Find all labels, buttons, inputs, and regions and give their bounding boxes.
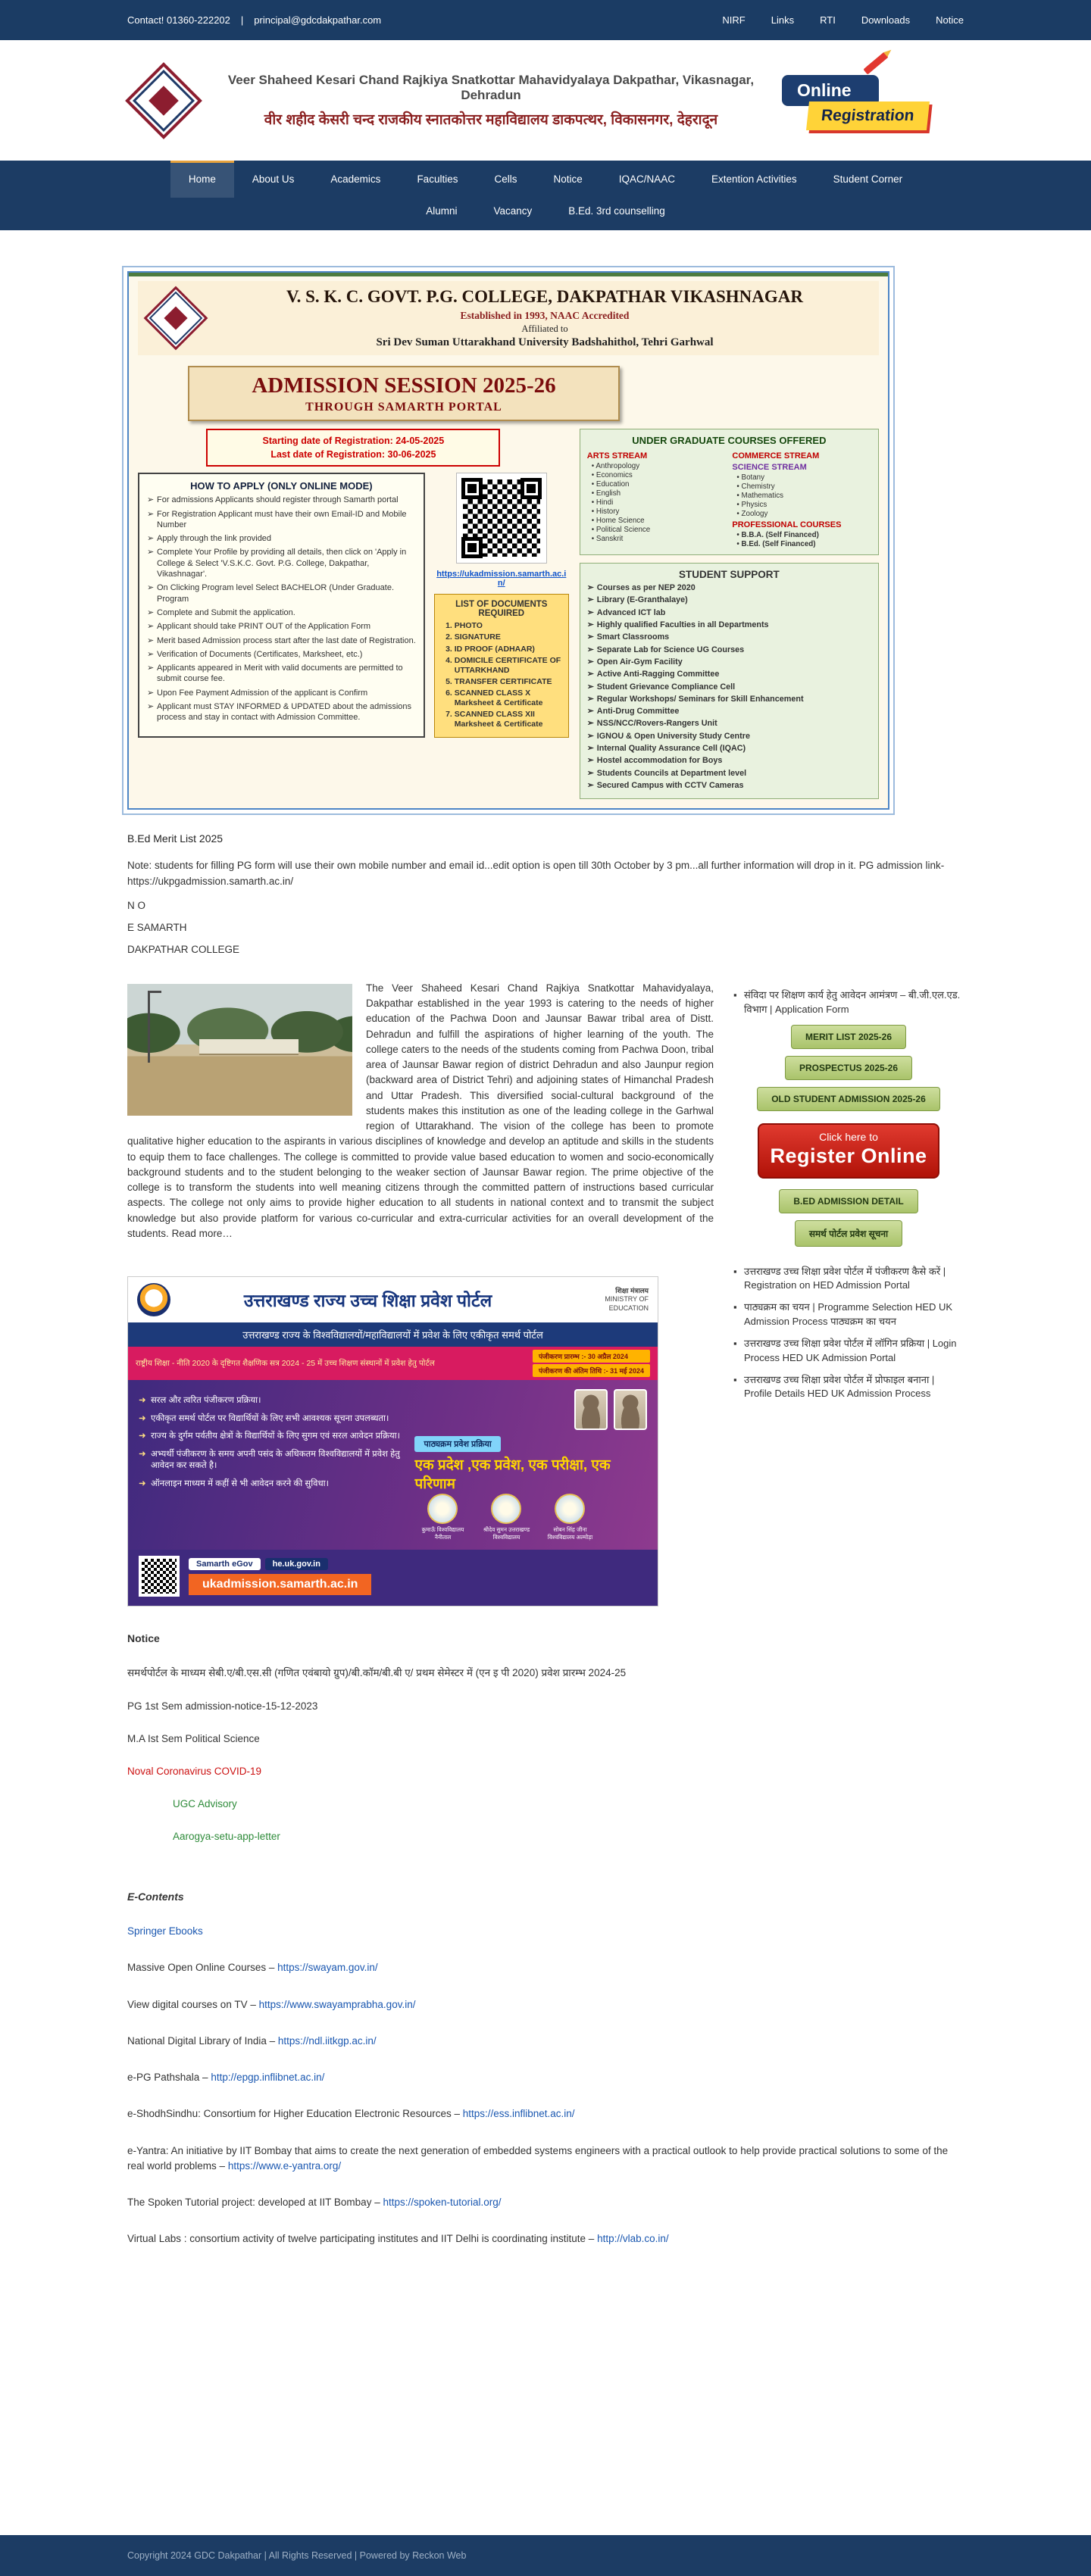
samarth-portal-banner[interactable]	[127, 1276, 658, 1606]
econtent-text: National Digital Library of India –	[127, 2034, 278, 2047]
documents-required-box	[434, 594, 569, 737]
student-support-item: ➢ Student Grievance Compliance Cell	[587, 682, 871, 693]
sidebar-buttons-group-2	[733, 1189, 964, 1247]
nav-item-iqac-naac[interactable]: IQAC/NAAC	[618, 173, 676, 185]
ug-courses-box	[580, 429, 879, 555]
science-stream-list	[732, 473, 871, 518]
how-to-apply-item: ➢ Merit based Admission process start after the last date of Registration.	[147, 635, 416, 646]
banner-body	[128, 1380, 658, 1550]
banner-points-list	[139, 1389, 405, 1541]
notice-item-pg-admission[interactable]: PG 1st Sem admission-notice-15-12-2023	[127, 1700, 318, 1713]
ug-courses-title: UNDER GRADUATE COURSES OFFERED	[632, 435, 827, 446]
sidebar-green-button[interactable]: PROSPECTUS 2025-26	[785, 1056, 912, 1080]
he-uk-gov-chip: he.uk.gov.in	[265, 1558, 328, 1570]
banner-point: ➜ अभ्यर्थी पंजीकरण के समय अपनी पसंद के अधिकतम विश्वविद्यालयों में प्रवेश हेतु आवेदन कर सकते है।	[139, 1449, 405, 1472]
student-support-title: STUDENT SUPPORT	[679, 569, 780, 580]
sidebar-application-form-link[interactable]: ▪ संविदा पर शिक्षण कार्य हेतु आवेदन आमंत्रण – बी.जी.एल.एड. विभाग | Application Form	[733, 988, 964, 1017]
banner-nep-strip	[128, 1347, 658, 1380]
registration-dates	[533, 1350, 650, 1377]
how-to-apply-item: ➢ Verification of Documents (Certificates, Marksheet, etc.)	[147, 649, 416, 660]
econtent-link[interactable]: https://spoken-tutorial.org/	[383, 2197, 502, 2209]
ministry-of-education-label: शिक्षा मंत्रालय MINISTRY OF EDUCATION	[605, 1286, 649, 1312]
qr-code	[456, 473, 547, 564]
arts-course: • Education	[592, 480, 727, 489]
how-to-apply-item: ➢ Apply through the link provided	[147, 533, 416, 544]
online-registration-badge[interactable]	[782, 70, 964, 130]
how-to-apply-item: ➢ For Registration Applicant must have their own Email-ID and Mobile Number	[147, 509, 416, 531]
banner-point: ➜ ऑनलाइन माध्यम में कहीं से भी आवेदन करने की सुविधा।	[139, 1478, 405, 1491]
register-button-big-text: Register Online	[770, 1144, 927, 1167]
nav-row-2	[0, 198, 1091, 230]
document-item: 1. PHOTO	[455, 621, 562, 631]
documents-list	[441, 621, 562, 729]
how-to-apply-item: ➢ Complete Your Profile by providing all details, then click on 'Apply in College & Select 'V.S.K.C. Govt. P.G. College, Dakpathar, Vikashnagar'.	[147, 547, 416, 579]
science-course: • Chemistry	[736, 482, 871, 491]
nav-item-vacancy[interactable]: Vacancy	[493, 205, 533, 217]
official-photo	[574, 1389, 608, 1430]
banner-header	[128, 1277, 658, 1322]
econtent-item	[127, 2195, 964, 2210]
professional-courses-title: PROFESSIONAL COURSES	[732, 520, 842, 529]
econtent-item	[127, 2034, 964, 2049]
registration-start-date: Starting date of Registration: 24-05-2025	[262, 436, 445, 446]
nav-item-about-us[interactable]: About Us	[252, 173, 295, 185]
notice-section	[127, 1632, 964, 1842]
official-photo	[614, 1389, 647, 1430]
student-support-item: ➢ Library (E-Granthalaye)	[587, 595, 871, 606]
document-item: 2. SIGNATURE	[455, 632, 562, 642]
documents-required-title: LIST OF DOCUMENTS REQUIRED	[455, 600, 548, 619]
econtent-item	[127, 1997, 964, 2012]
sidebar-green-button[interactable]: OLD STUDENT ADMISSION 2025-26	[757, 1087, 940, 1111]
how-to-apply-item: ➢ Applicant should take PRINT OUT of the Application Form	[147, 621, 416, 632]
how-to-apply-item: ➢ For admissions Applicants should register through Samarth portal	[147, 495, 416, 505]
arts-course: • History	[592, 507, 727, 516]
student-support-item: ➢ Advanced ICT lab	[587, 608, 871, 619]
professional-course: • B.Ed. (Self Financed)	[736, 540, 871, 548]
econtent-link[interactable]: https://ess.inflibnet.ac.in/	[462, 2108, 575, 2120]
bed-merit-list-link[interactable]: B.Ed Merit List 2025	[127, 832, 224, 845]
student-support-item: ➢ Students Councils at Department level	[587, 769, 871, 779]
how-to-apply-item: ➢ Applicants appeared in Merit with valid documents are permitted to submit course fee.	[147, 663, 416, 685]
badge-registration-label: Registration	[820, 107, 915, 124]
poster-header	[138, 281, 879, 355]
about-column	[127, 981, 714, 1606]
about-college-text: The Veer Shaheed Kesari Chand Rajkiya Snatkottar Mahavidyalaya, Dakpathar established in the year 1993 is catering to the needs of higher education of the Pachwa Doon and Jaunsar Bawar tribal area of Distt. Dehradun and fulfill the aspirations of higher learning of the youth. The college caters to the needs of the students coming from Pachwa Doon, tribal area of Jaunsar Bawar region of district Dehradun and also Jaunpur region (backward area of District Tehri) and adjoining states of Himanchal Pradesh and Uttar Pradesh. This diversified social-cultural background of the students makes this institution as one of the leading college in the Garhwal region of Uttarakhand. The vision of the college has been to promote qualitative higher education to the aspirants in various disciplines of knowledge and develop an aptitude and skills in the students to equip them to face challenges. The college is committed to provide value based education to women and socio-economically background students and to the student belonging to the weaker section of Jaunsar Bawar region. The prime objective of the college is to transform the students into well meaning citizens through the committed pattern of instructions based curricular aspects. The college not only aims to provide higher education to all students in national context and to transmit the subject knowledge but also provide platform for various co-curricular and extra-curricular activities for an overall development of the students. Read more…	[127, 982, 714, 1239]
econtent-link[interactable]: https://ndl.iitkgp.ac.in/	[277, 2034, 377, 2047]
footer-copyright: Copyright 2024 GDC Dakpathar | All Rights Reserved | Powered by Reckon Web	[127, 2550, 467, 2561]
poster-established: Established in 1993, NAAC Accredited	[460, 310, 630, 321]
university-emblem: सोबन सिंह जीना विश्वविद्यालय अल्मोड़ा	[542, 1494, 598, 1541]
sidebar-link[interactable]: ▪ पाठ्यक्रम का चयन | Programme Selection HED UK Admission Process पाठ्यक्रम का चयन	[733, 1300, 964, 1329]
science-course: • Botany	[736, 473, 871, 482]
arts-course: • Economics	[592, 471, 727, 479]
nav-item-cells[interactable]: Cells	[494, 173, 517, 185]
how-to-apply-item: ➢ Applicant must STAY INFORMED & UPDATED about the admissions process and stay in contact with Admission Committee.	[147, 701, 416, 723]
streetlight-graphic	[148, 991, 150, 1063]
nep-strip-text: राष्ट्रीय शिक्षा - नीति 2020 के दृष्टिगत शैक्षणिक सत्र 2024 - 25 में उच्च शिक्षण संस्थानों में प्रवेश हेतु पोर्टल	[136, 1359, 435, 1369]
student-support-item: ➢ Separate Lab for Science UG Courses	[587, 645, 871, 656]
main-content	[127, 230, 964, 2475]
econtent-link[interactable]: http://epgp.inflibnet.ac.in/	[211, 2072, 325, 2084]
econtent-text: View digital courses on TV –	[127, 1998, 259, 2010]
site-title-english: Veer Shaheed Kesari Chand Rajkiya Snatkottar Mahavidyalaya Dakpathar, Vikasnagar, Dehradun	[227, 72, 755, 102]
topbar-separator: |	[240, 14, 244, 26]
officials-photos	[414, 1389, 647, 1430]
sidebar-green-button[interactable]: समर्थ पोर्टल प्रवेश सूचना	[795, 1220, 902, 1247]
samarth-logo-icon	[137, 1283, 170, 1316]
nav-item-extention-activities[interactable]: Extention Activities	[711, 173, 797, 185]
topbar-link[interactable]: RTI	[820, 14, 836, 26]
student-support-item: ➢ Regular Workshops/ Seminars for Skill Enhancement	[587, 695, 871, 705]
footer	[0, 2535, 1091, 2576]
topbar-link[interactable]: NIRF	[722, 14, 746, 26]
registration-last-date: Last date of Registration: 30-06-2025	[270, 449, 436, 461]
document-item: 4. DOMICILE CERTIFICATE OF UTTARKHAND	[455, 656, 562, 676]
student-support-item: ➢ Hostel accommodation for Boys	[587, 756, 871, 767]
econtent-item	[127, 2106, 964, 2122]
arts-course: • Home Science	[592, 517, 727, 525]
main-navigation	[0, 161, 1091, 230]
admission-poster	[127, 271, 889, 810]
student-support-list	[587, 583, 871, 792]
student-support-item: ➢ Internal Quality Assurance Cell (IQAC)	[587, 744, 871, 754]
econtent-text: Virtual Labs : consortium activity of twelve participating institutes and IIT Delhi is coordinating institute –	[127, 2233, 598, 2245]
topbar	[0, 0, 1091, 40]
econtent-link[interactable]: https://swayam.gov.in/	[277, 1962, 378, 1974]
banner-point: ➜ एकीकृत समर्थ पोर्टल पर विद्यार्थियों के लिए सभी आवश्यक सूचना उपलब्धता।	[139, 1413, 405, 1425]
topbar-link[interactable]: Notice	[936, 14, 964, 26]
banner-slogan: एक प्रदेश ,एक प्रवेश, एक परीक्षा, एक परिणाम	[414, 1457, 611, 1492]
badge-online-label: Online	[797, 80, 852, 100]
university-emblem: श्रीदेव सुमन उत्तराखण्ड विश्वविद्यालय	[478, 1494, 534, 1541]
science-stream-title: SCIENCE STREAM	[732, 463, 807, 472]
econtent-link[interactable]: http://vlab.co.in/	[597, 2233, 669, 2245]
econtent-item	[127, 1924, 964, 1939]
building-graphic	[199, 1039, 299, 1054]
about-and-sidebar-row	[127, 981, 964, 1606]
sidebar-buttons-group-1	[733, 1025, 964, 1111]
econtent-link[interactable]: Springer Ebooks	[127, 1925, 203, 1937]
arts-stream-title: ARTS STREAM	[586, 451, 648, 461]
arts-course: • Hindi	[592, 498, 727, 507]
how-to-apply-item: ➢ On Clicking Program level Select BACHELOR (Under Graduate. Program	[147, 582, 416, 604]
banner-title: उत्तराखण्ड राज्य उच्च शिक्षा प्रवेश पोर्टल	[243, 1291, 492, 1311]
bottom-spacer	[127, 2247, 964, 2475]
banner-subtitle-strip: उत्तराखण्ड राज्य के विश्वविद्यालयों/महाविद्यालयों में प्रवेश के लिए एकीकृत समर्थ पोर्टल	[128, 1322, 658, 1347]
poster-college-name: V. S. K. C. GOVT. P.G. COLLEGE, DAKPATHAR VIKASHNAGAR	[286, 287, 803, 306]
poster-green-bar	[129, 273, 888, 276]
econtents-section	[127, 1891, 964, 2247]
nav-row-1	[0, 161, 1091, 198]
econtent-item	[127, 2231, 964, 2247]
document-item: 3. ID PROOF (ADHAAR)	[455, 645, 562, 654]
contact-info: Contact! 01360-222202	[127, 14, 230, 26]
science-course: • Mathematics	[736, 492, 871, 500]
econtent-link[interactable]: https://www.e-yantra.org/	[227, 2159, 342, 2172]
student-support-item: ➢ Highly qualified Faculties in all Departments	[587, 620, 871, 631]
register-button-small-text: Click here to	[819, 1130, 878, 1143]
qr-code-small	[139, 1556, 180, 1597]
read-more-link[interactable]: Read more…	[171, 1227, 233, 1239]
student-support-item: ➢ IGNOU & Open University Study Centre	[587, 732, 871, 742]
sidebar-links-list	[733, 1265, 964, 1402]
document-item: 6. SCANNED CLASS X Marksheet & Certificate	[455, 688, 562, 708]
student-support-box	[580, 563, 879, 799]
arts-course: • English	[592, 489, 727, 498]
site-header	[0, 40, 1091, 161]
admission-session-subtitle: THROUGH SAMARTH PORTAL	[305, 401, 502, 414]
pg-admission-note: Note: students for filling PG form will use their own mobile number and email id...edit option is open till 30th October by 3 pm...all further information will drop in it. PG admission link- https://ukpgadmission.samarth.ac.in/	[127, 860, 945, 887]
professional-courses-list	[732, 531, 871, 548]
student-support-item: ➢ Open Air-Gym Facility	[587, 657, 871, 668]
admission-session-title: ADMISSION SESSION 2025-26	[252, 373, 556, 398]
banner-point: ➜ राज्य के दुर्गम पर्वतीय क्षेत्रों के विद्यार्थियों के लिए सुगम एवं सरल आवेदन प्रक्रिया।	[139, 1431, 405, 1443]
nav-item-student-corner[interactable]: Student Corner	[833, 173, 903, 185]
sidebar	[733, 981, 964, 1606]
nav-item-faculties[interactable]: Faculties	[417, 173, 458, 185]
student-support-item: ➢ Smart Classrooms	[587, 632, 871, 643]
student-support-item: ➢ Anti-Drug Committee	[587, 707, 871, 717]
econtents-list	[127, 1924, 964, 2247]
econtent-item	[127, 1960, 964, 1975]
document-item: 5. TRANSFER CERTIFICATE	[455, 677, 562, 687]
university-emblems	[414, 1494, 647, 1541]
sidebar-link[interactable]: ▪ उत्तराखण्ड उच्च शिक्षा प्रवेश पोर्टल में लॉगिन प्रक्रिया | Login Process HED UK Admission Portal	[733, 1337, 964, 1366]
pencil-icon	[863, 52, 888, 74]
notice-heading: Notice	[127, 1632, 160, 1645]
marquee-line-2: E SAMARTH	[127, 921, 187, 933]
student-support-item: ➢ Secured Campus with CCTV Cameras	[587, 781, 871, 792]
how-to-apply-title: HOW TO APPLY (ONLY ONLINE MODE)	[190, 480, 373, 492]
econtent-text: e-Yantra: An initiative by IIT Bombay that aims to create the next generation of embedded systems engineers with a practical outlook to help provide practical solutions to some of the real world problems –	[127, 2144, 949, 2172]
arts-course: • Political Science	[592, 526, 727, 534]
nav-item-home[interactable]: Home	[170, 161, 234, 198]
registration-dates-box	[206, 429, 500, 467]
science-course: • Physics	[736, 501, 871, 509]
notice-item-ma-political-science[interactable]: M.A Ist Sem Political Science	[127, 1733, 260, 1745]
econtent-text: e-PG Pathshala –	[127, 2072, 211, 2084]
professional-course: • B.B.A. (Self Financed)	[736, 531, 871, 539]
notice-item-ugc-advisory[interactable]: UGC Advisory	[173, 1798, 237, 1810]
notice-item-aarogya-setu[interactable]: Aarogya-setu-app-letter	[173, 1831, 280, 1843]
admission-session-banner	[188, 366, 620, 421]
notice-item-samarth[interactable]: समर्थपोर्टल के माध्यम सेबी.ए/बी.एस.सी (गणित एवंबायो ग्रुप)/बी.कॉम/बी.बी ए/ प्रथम सेमेस्टर में (एन इ पी 2020) प्रवेश प्रारम्भ 2024-25	[127, 1667, 627, 1679]
banner-reg-start: पंजीकरण प्रारम्भ :- 30 अप्रैल 2024	[533, 1350, 650, 1363]
banner-badge: पाठ्यक्रम प्रवेश प्रक्रिया	[414, 1436, 500, 1452]
arts-stream-list	[587, 462, 727, 543]
arts-course: • Anthropology	[592, 462, 727, 470]
econtent-link[interactable]: https://www.swayamprabha.gov.in/	[258, 1998, 416, 2010]
document-item: 7. SCANNED CLASS XII Marksheet & Certificate	[455, 710, 562, 729]
marquee-line-1: N O	[127, 899, 146, 911]
campus-photo	[127, 984, 352, 1116]
notice-item-covid[interactable]: Noval Coronavirus COVID-19	[127, 1766, 262, 1778]
topbar-links	[722, 14, 964, 26]
nav-item-notice[interactable]: Notice	[553, 173, 583, 185]
poster-university: Sri Dev Suman Uttarakhand University Badshahithol, Tehri Garhwal	[376, 336, 714, 348]
samarth-portal-link[interactable]: https://ukadmission.samarth.ac.in/	[436, 570, 567, 589]
how-to-apply-box	[138, 473, 425, 737]
how-to-apply-item: ➢ Complete and Submit the application.	[147, 607, 416, 618]
how-to-apply-item: ➢ Upon Fee Payment Admission of the applicant is Confirm	[147, 688, 416, 698]
nav-item-academics[interactable]: Academics	[330, 173, 381, 185]
science-course: • Zoology	[736, 510, 871, 518]
sidebar-green-button[interactable]: MERIT LIST 2025-26	[791, 1025, 906, 1049]
econtent-item	[127, 2070, 964, 2085]
econtent-text: The Spoken Tutorial project: developed at IIT Bombay –	[127, 2197, 383, 2209]
nav-item-bed-counselling[interactable]: B.Ed. 3rd counselling	[568, 205, 665, 217]
sidebar-link[interactable]: ▪ उत्तराखण्ड उच्च शिक्षा प्रवेश पोर्टल में पंजीकरण कैसे करें | Registration on HED Admission Portal	[733, 1265, 964, 1294]
commerce-stream-title: COMMERCE STREAM	[732, 451, 820, 461]
university-emblem: कुमाऊँ विश्वविद्यालय नैनीताल	[414, 1494, 470, 1541]
topbar-link[interactable]: Downloads	[861, 14, 911, 26]
banner-portal-url[interactable]: ukadmission.samarth.ac.in	[189, 1574, 371, 1595]
topbar-link[interactable]: Links	[771, 14, 795, 26]
nav-item-alumni[interactable]: Alumni	[426, 205, 458, 217]
sidebar-green-button[interactable]: B.ED ADMISSION DETAIL	[779, 1189, 918, 1213]
how-to-apply-list	[147, 495, 416, 723]
register-online-button[interactable]	[758, 1123, 939, 1179]
arts-course: • Sanskrit	[592, 535, 727, 543]
samarth-egov-chip: Samarth eGov	[189, 1558, 261, 1570]
banner-footer	[128, 1550, 658, 1606]
college-logo-icon	[127, 64, 200, 137]
banner-point: ➜ सरल और त्वरित पंजीकरण प्रक्रिया।	[139, 1395, 405, 1407]
poster-affiliated: Affiliated to	[521, 323, 568, 334]
poster-college-logo-icon	[145, 288, 206, 348]
econtent-text: e-ShodhSindhu: Consortium for Higher Education Electronic Resources –	[127, 2108, 463, 2120]
student-support-item: ➢ Active Anti-Ragging Committee	[587, 670, 871, 680]
student-support-item: ➢ NSS/NCC/Rovers-Rangers Unit	[587, 719, 871, 729]
student-support-item: ➢ Courses as per NEP 2020	[587, 583, 871, 594]
econtent-text: Massive Open Online Courses –	[127, 1962, 278, 1974]
email-link[interactable]: principal@gdcdakpathar.com	[254, 14, 382, 26]
sidebar-link[interactable]: ▪ उत्तराखण्ड उच्च शिक्षा प्रवेश पोर्टल में प्रोफाइल बनाना | Profile Details HED UK Admission Process	[733, 1373, 964, 1402]
econtent-item	[127, 2144, 964, 2175]
banner-reg-end: पंजीकरण की अंतिम तिथि :- 31 मई 2024	[533, 1364, 650, 1377]
econtents-heading: E-Contents	[127, 1891, 184, 1903]
site-title-hindi: वीर शहीद केसरी चन्द राजकीय स्नातकोत्तर महाविद्यालय डाकपत्थर, विकासनगर, देहरादून	[264, 111, 718, 128]
marquee-line-3: DAKPATHAR COLLEGE	[127, 943, 240, 955]
